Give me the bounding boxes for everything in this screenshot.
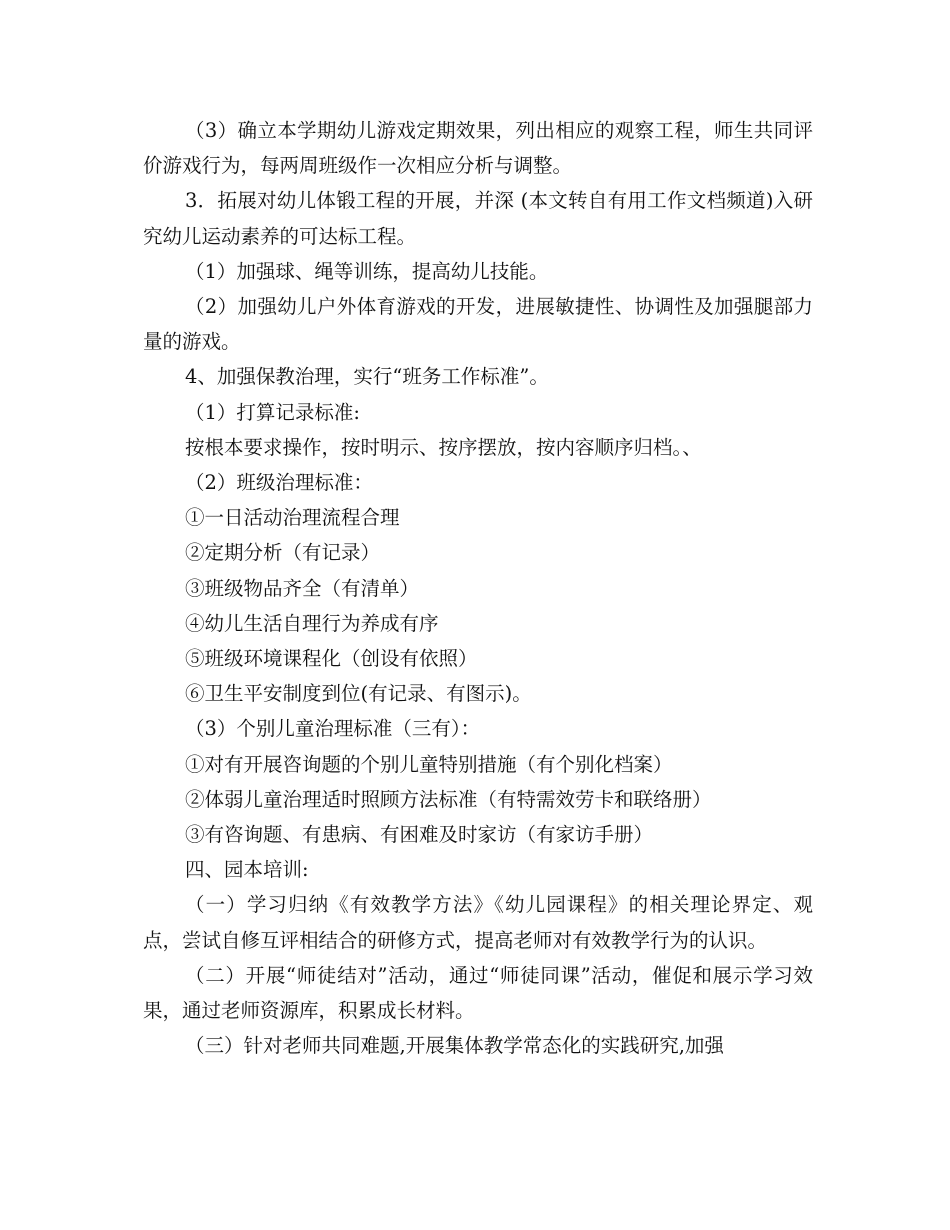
paragraph-physical-exercise: 3．拓展对幼儿体锻工程的开展，并深 (本文转自有用工作文档频道)入研究幼儿运动素养的可达标工程。	[143, 189, 813, 248]
document-body	[143, 113, 813, 1063]
paragraph-mentorship: （二）开展“师徒结对”活动，通过“师徒同课”活动，催促和展示学习效果，通过老师资源库，积累成长材料。	[143, 963, 813, 1023]
paragraph-study-theory: （一）学习归纳《有效教学方法》《幼儿园课程》的相关理论界定、观点，尝试自修互评相结合的研修方式，提高老师对有效教学行为的认识。	[143, 893, 813, 952]
paragraph-class-management: （2）班级治理标准：	[185, 471, 373, 495]
paragraph-individual-child-management: （3）个别儿童治理标准（三有）：	[185, 717, 481, 741]
line-operation-requirements: 按根本要求操作，按时明示、按序摆放，按内容顺序归档。、	[185, 435, 702, 459]
paragraph-game-evaluation: （3）确立本学期幼儿游戏定期效果，列出相应的观察工程，师生共同评价游戏行为，每两周班级作一次相应分析与调整。	[143, 119, 813, 178]
paragraph-outdoor-games: （2）加强幼儿户外体育游戏的开发，进展敏捷性、协调性及加强腿部力量的游戏。	[143, 295, 813, 354]
paragraph-record-standard: （1）打算记录标准:	[185, 400, 360, 424]
paragraph-ball-rope-training: （1）加强球、绳等训练，提高幼儿技能。	[185, 259, 549, 283]
list-item: ④幼儿生活自理行为养成有序	[185, 611, 439, 635]
list-item: ①一日活动治理流程合理	[185, 506, 400, 530]
list-item: ①对有开展咨询题的个别儿童特别措施（有个别化档案）	[185, 752, 673, 776]
list-item: ②定期分析（有记录）	[185, 541, 381, 565]
paragraph-care-management: 4、加强保教治理，实行“班务工作标准”。	[185, 365, 549, 389]
list-item: ⑤班级环境课程化（创设有依照）	[185, 647, 478, 671]
section-heading-training: 四、园本培训:	[185, 858, 309, 882]
list-item: ③有咨询题、有患病、有困难及时家访（有家访手册）	[185, 823, 654, 847]
paragraph-collective-teaching: （三）针对老师共同难题,开展集体教学常态化的实践研究,加强	[185, 1034, 724, 1058]
list-item: ③班级物品齐全（有清单）	[185, 576, 420, 600]
list-item: ⑥卫生平安制度到位(有记录、有图示)。	[185, 682, 532, 706]
list-item: ②体弱儿童治理适时照顾方法标准（有特需效劳卡和联络册）	[185, 787, 712, 811]
